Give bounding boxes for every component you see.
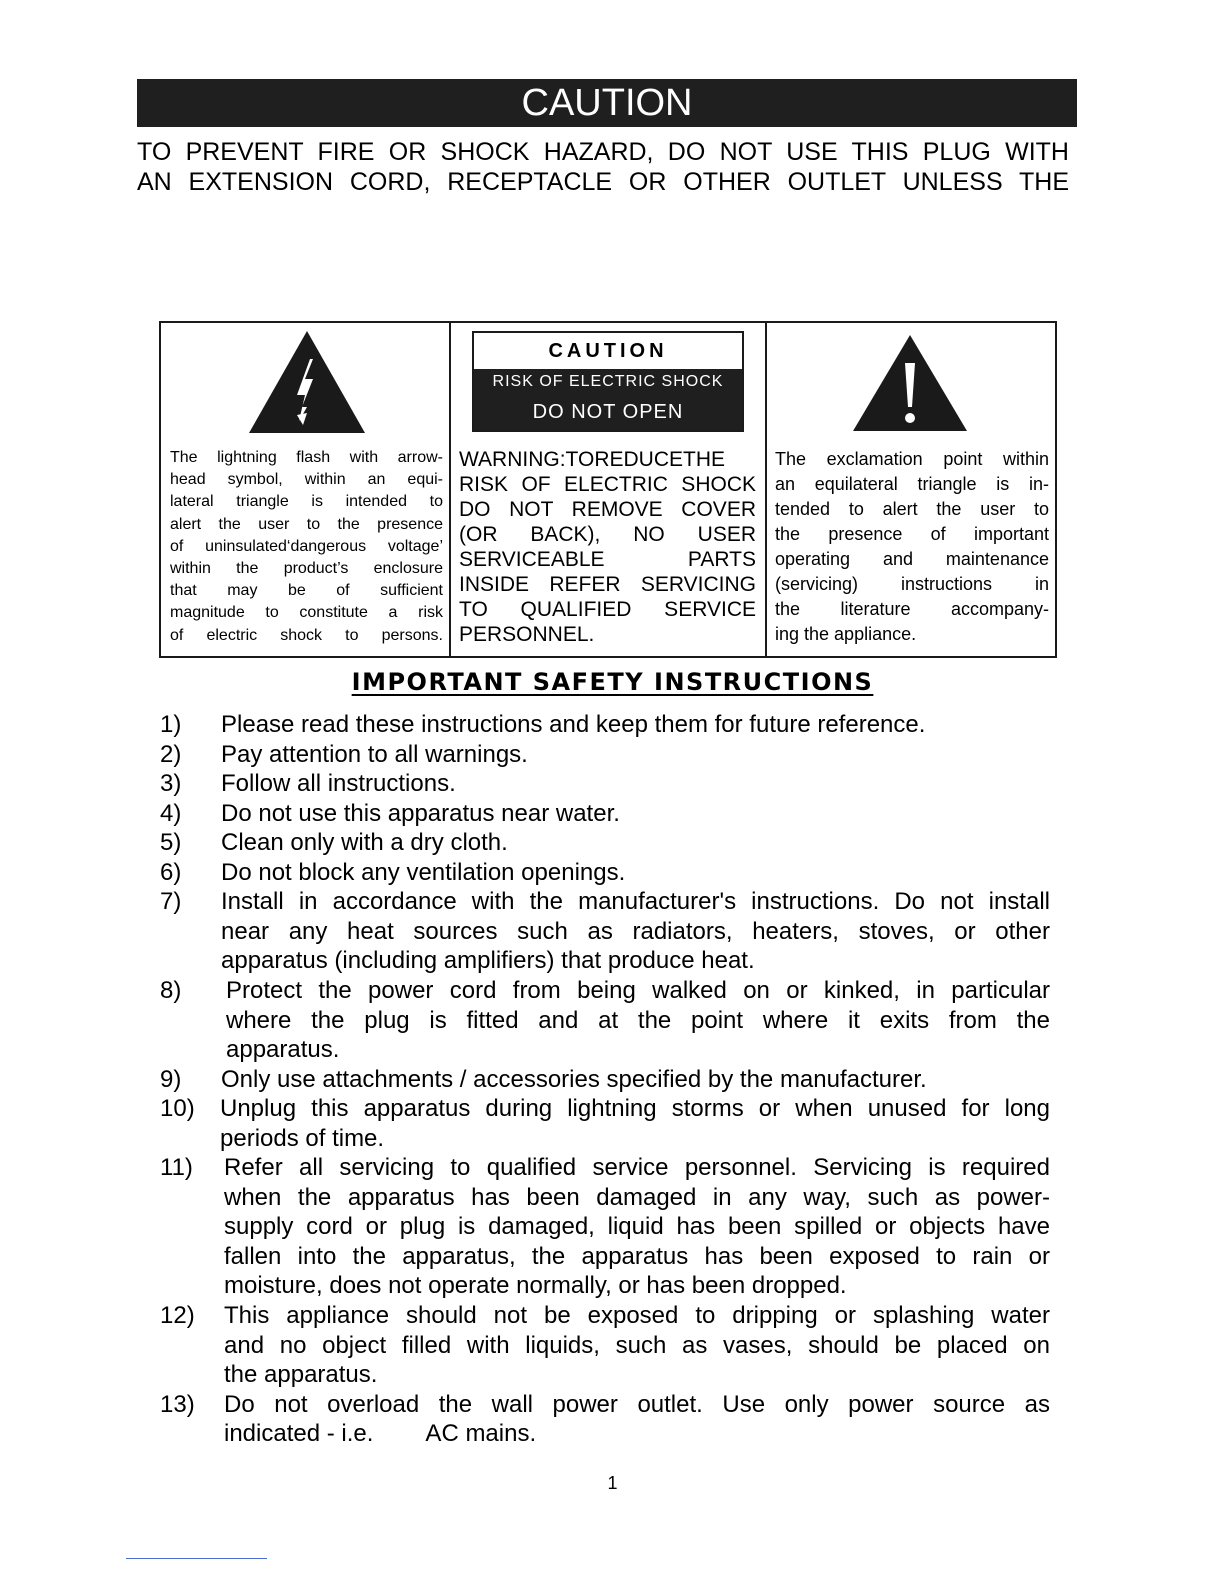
instruction-number: 12) xyxy=(160,1302,195,1329)
instruction-text-line: Only use attachments / accessories specified by the manufacturer. xyxy=(221,1065,927,1093)
warning-line: DO NOT REMOVE COVER xyxy=(459,498,756,521)
instruction-number: 13) xyxy=(160,1390,195,1418)
instruction-text-line: the apparatus. xyxy=(224,1361,378,1389)
instruction-text-line: Pay attention to all warnings. xyxy=(221,740,528,768)
description-line: of electric shock to persons. xyxy=(170,626,443,644)
instruction-text-line: This appliance should not be exposed to dripping or splashing water xyxy=(224,1302,1050,1329)
description-line: magnitude to constitute a risk xyxy=(170,604,443,622)
instruction-number: 6) xyxy=(160,858,182,886)
warning-line: RISK OF ELECTRIC SHOCK xyxy=(459,473,756,496)
caution-banner: CAUTION xyxy=(137,79,1077,127)
instruction-text-line: Do not use this apparatus near water. xyxy=(221,799,620,827)
instruction-number: 7) xyxy=(160,888,182,916)
instruction-text-line: when the apparatus has been damaged in any way, such as power- xyxy=(224,1183,1050,1211)
instruction-text-line: Do not overload the wall power outlet. Use only power source as xyxy=(224,1390,1050,1418)
instruction-text-line: Refer all servicing to qualified service personnel. Servicing is required xyxy=(224,1154,1050,1182)
warning-line: PERSONNEL. xyxy=(459,623,595,646)
instruction-text-line: Unplug this apparatus during lightning storms or when unused for long xyxy=(220,1095,1050,1123)
instruction-text-line: near any heat sources such as radiators, heaters, stoves, or other xyxy=(221,917,1050,945)
instruction-text-line: indicated - i.e. AC mains. xyxy=(224,1420,537,1448)
description-line: The exclamation point within xyxy=(775,449,1049,469)
instruction-number: 8) xyxy=(160,976,182,1004)
instruction-text-line: apparatus (including amplifiers) that produce heat. xyxy=(221,947,755,975)
description-line: the literature accompany- xyxy=(775,599,1049,619)
warning-line: WARNING:TOREDUCETHE xyxy=(459,448,726,471)
warning-line: TO QUALIFIED SERVICE xyxy=(459,598,756,621)
description-line: ing the appliance. xyxy=(775,624,917,644)
warning-line: INSIDE REFER SERVICING xyxy=(459,573,756,596)
warning-line: (OR BACK), NO USER xyxy=(459,523,756,546)
description-line: alert the user to the presence xyxy=(170,515,443,533)
description-line: (servicing) instructions in xyxy=(775,574,1049,594)
instruction-text-line: Do not block any ventilation openings. xyxy=(221,858,626,886)
instruction-number: 9) xyxy=(160,1065,182,1093)
instruction-number: 11) xyxy=(160,1154,193,1182)
instruction-text-line: apparatus. xyxy=(226,1036,340,1064)
instruction-text-line: Clean only with a dry cloth. xyxy=(221,829,508,857)
description-line: an equilateral triangle is in- xyxy=(775,474,1049,494)
caution-label-risk: RISK OF ELECTRIC SHOCK xyxy=(492,373,724,390)
caution-label-title: CAUTION xyxy=(474,333,742,369)
description-line: the presence of important xyxy=(775,524,1049,544)
instruction-number: 3) xyxy=(160,770,182,798)
description-line: operating and maintenance xyxy=(775,549,1049,569)
instruction-text-line: fallen into the apparatus, the apparatus has been exposed to rain or xyxy=(224,1242,1050,1270)
instruction-text-line: Follow all instructions. xyxy=(221,770,456,798)
description-line: The lightning flash with arrow- xyxy=(170,449,443,466)
description-line: of uninsulated‘dangerous voltage’ xyxy=(170,537,443,555)
instruction-number: 4) xyxy=(160,799,182,827)
instruction-text-line: Protect the power cord from being walked on or kinked, in particular xyxy=(226,976,1050,1004)
description-line: lateral triangle is intended to xyxy=(170,493,443,511)
hazard-warning-line-2: AN EXTENSION CORD, RECEPTACLE OR OTHER OUTLET UNLESS THE xyxy=(137,168,1069,196)
heading-text: IMPORTANT SAFETY INSTRUCTIONS xyxy=(351,668,874,696)
instruction-text-line: moisture, does not operate normally, or has been dropped. xyxy=(224,1272,847,1300)
description-line: within the product’s enclosure xyxy=(170,560,443,578)
description-line: head symbol, within an equi- xyxy=(170,471,443,489)
instruction-text-line: supply cord or plug is damaged, liquid has been spilled or objects have xyxy=(224,1213,1050,1241)
caution-label-do-not-open: DO NOT OPEN xyxy=(532,401,684,423)
warning-line: SERVICEABLE PARTS xyxy=(459,548,756,571)
description-line: tended to alert the user to xyxy=(775,499,1049,519)
link-underline xyxy=(126,1558,267,1559)
instruction-number: 2) xyxy=(160,740,182,768)
description-line: that may be of sufficient xyxy=(170,582,443,600)
instruction-number: 5) xyxy=(160,829,182,857)
instruction-text-line: where the plug is fitted and at the point where it exits from the xyxy=(226,1006,1050,1034)
page-number: 1 xyxy=(607,1473,618,1493)
instruction-number: 10) xyxy=(160,1095,195,1123)
instruction-number: 1) xyxy=(160,711,182,738)
instruction-text-line: Please read these instructions and keep them for future reference. xyxy=(221,711,926,738)
instruction-text-line: Install in accordance with the manufacturer's instructions. Do not install xyxy=(221,888,1050,916)
instruction-text-line: periods of time. xyxy=(220,1124,385,1152)
instruction-text-line: and no object filled with liquids, such as vases, should be placed on xyxy=(224,1331,1050,1359)
hazard-warning-line-1: TO PREVENT FIRE OR SHOCK HAZARD, DO NOT USE THIS PLUG WITH xyxy=(137,138,1069,166)
